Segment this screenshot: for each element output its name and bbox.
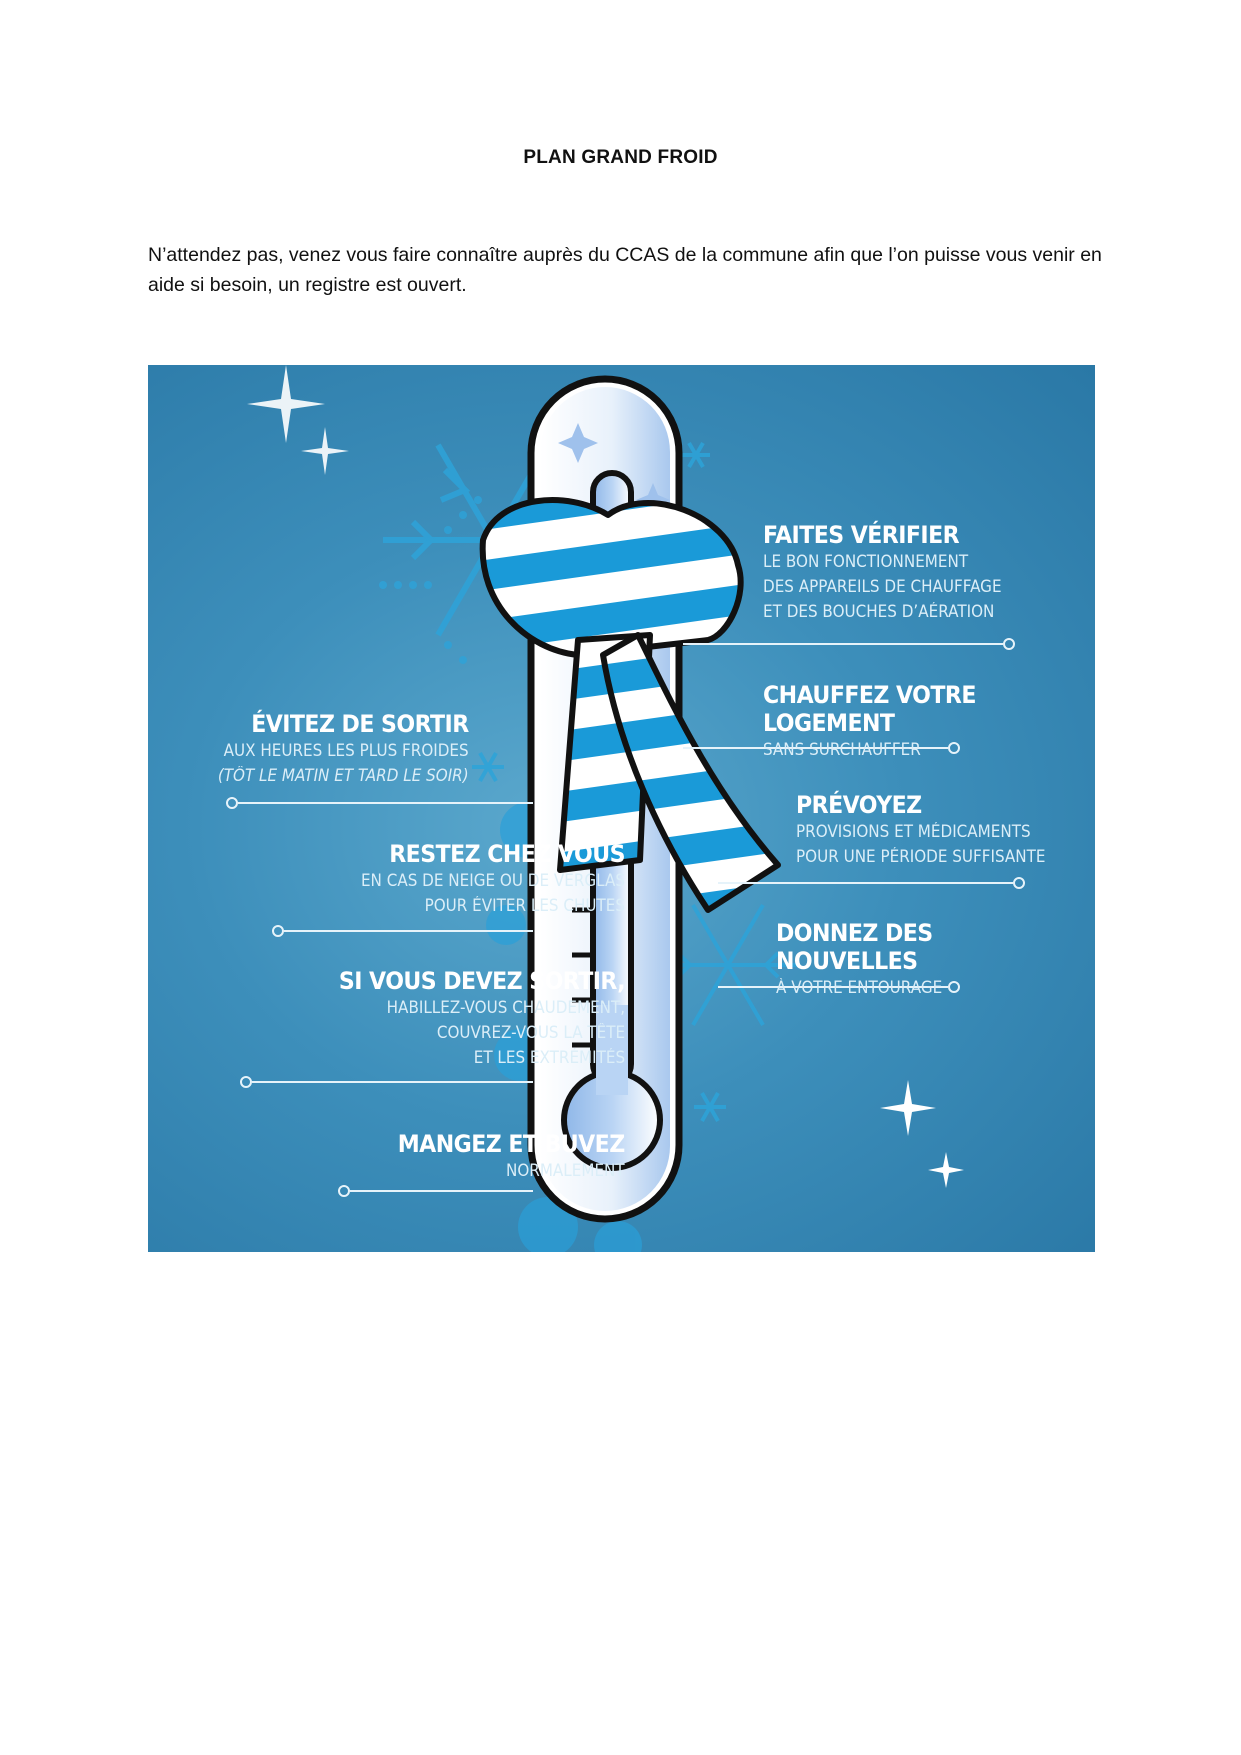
tip-heading: DONNEZ DES NOUVELLES (776, 919, 933, 975)
page-title: PLAN GRAND FROID (523, 147, 718, 168)
tip-heading: MANGEZ ET BUVEZ (398, 1130, 625, 1158)
tip-text: ET DES BOUCHES D’AÉRATION (763, 602, 995, 621)
tip-text: HABILLEZ-VOUS CHAUDEMENT, (386, 998, 625, 1017)
tip-text: AUX HEURES LES PLUS FROIDES (224, 741, 469, 760)
tip-text: LE BON FONCTIONNEMENT (763, 552, 969, 571)
tip-heading: FAITES VÉRIFIER (763, 521, 960, 549)
tip-text: COUVREZ-VOUS LA TÊTE (436, 1023, 625, 1042)
tip-heat-home (763, 681, 1095, 762)
tip-eat-drink (378, 1130, 625, 1183)
tip-text: SANS SURCHAUFFER (763, 740, 921, 759)
tip-text: NORMALEMENT (506, 1161, 625, 1180)
tip-dress-warmly (314, 967, 625, 1070)
intro-paragraph: N’attendez pas, venez vous faire connaître auprès du CCAS de la commune afin que l’on puisse vous venir en aide si besoin, un registre est ouvert. (148, 244, 1102, 296)
tip-text: À VOTRE ENTOURAGE (776, 978, 943, 997)
tip-heading: PRÉVOYEZ (796, 791, 922, 819)
tip-text: (TÔT LE MATIN ET TARD LE SOIR) (218, 766, 469, 785)
tip-heading: ÉVITEZ DE SORTIR (251, 710, 469, 738)
tip-text: EN CAS DE NEIGE OU DE VERGLAS (360, 871, 625, 890)
tip-avoid-going-out (196, 710, 469, 788)
tip-heading: CHAUFFEZ VOTRE LOGEMENT (763, 681, 976, 737)
tip-stay-home (338, 840, 625, 918)
tip-check-heating (763, 521, 1022, 624)
tip-text: ET LES EXTRÉMITÉS (473, 1048, 625, 1067)
tip-text: POUR UNE PÉRIODE SUFFISANTE (796, 847, 1046, 866)
tip-text: POUR ÉVITER LES CHUTES (424, 896, 625, 915)
tip-text: PROVISIONS ET MÉDICAMENTS (796, 822, 1031, 841)
tip-plan-ahead (796, 791, 1067, 869)
tip-heading: SI VOUS DEVEZ SORTIR, (338, 967, 625, 995)
tip-give-news (776, 919, 1095, 1000)
tip-text: DES APPAREILS DE CHAUFFAGE (763, 577, 1002, 596)
cold-weather-poster (148, 365, 1095, 1252)
tip-heading: RESTEZ CHEZ VOUS (389, 840, 625, 868)
